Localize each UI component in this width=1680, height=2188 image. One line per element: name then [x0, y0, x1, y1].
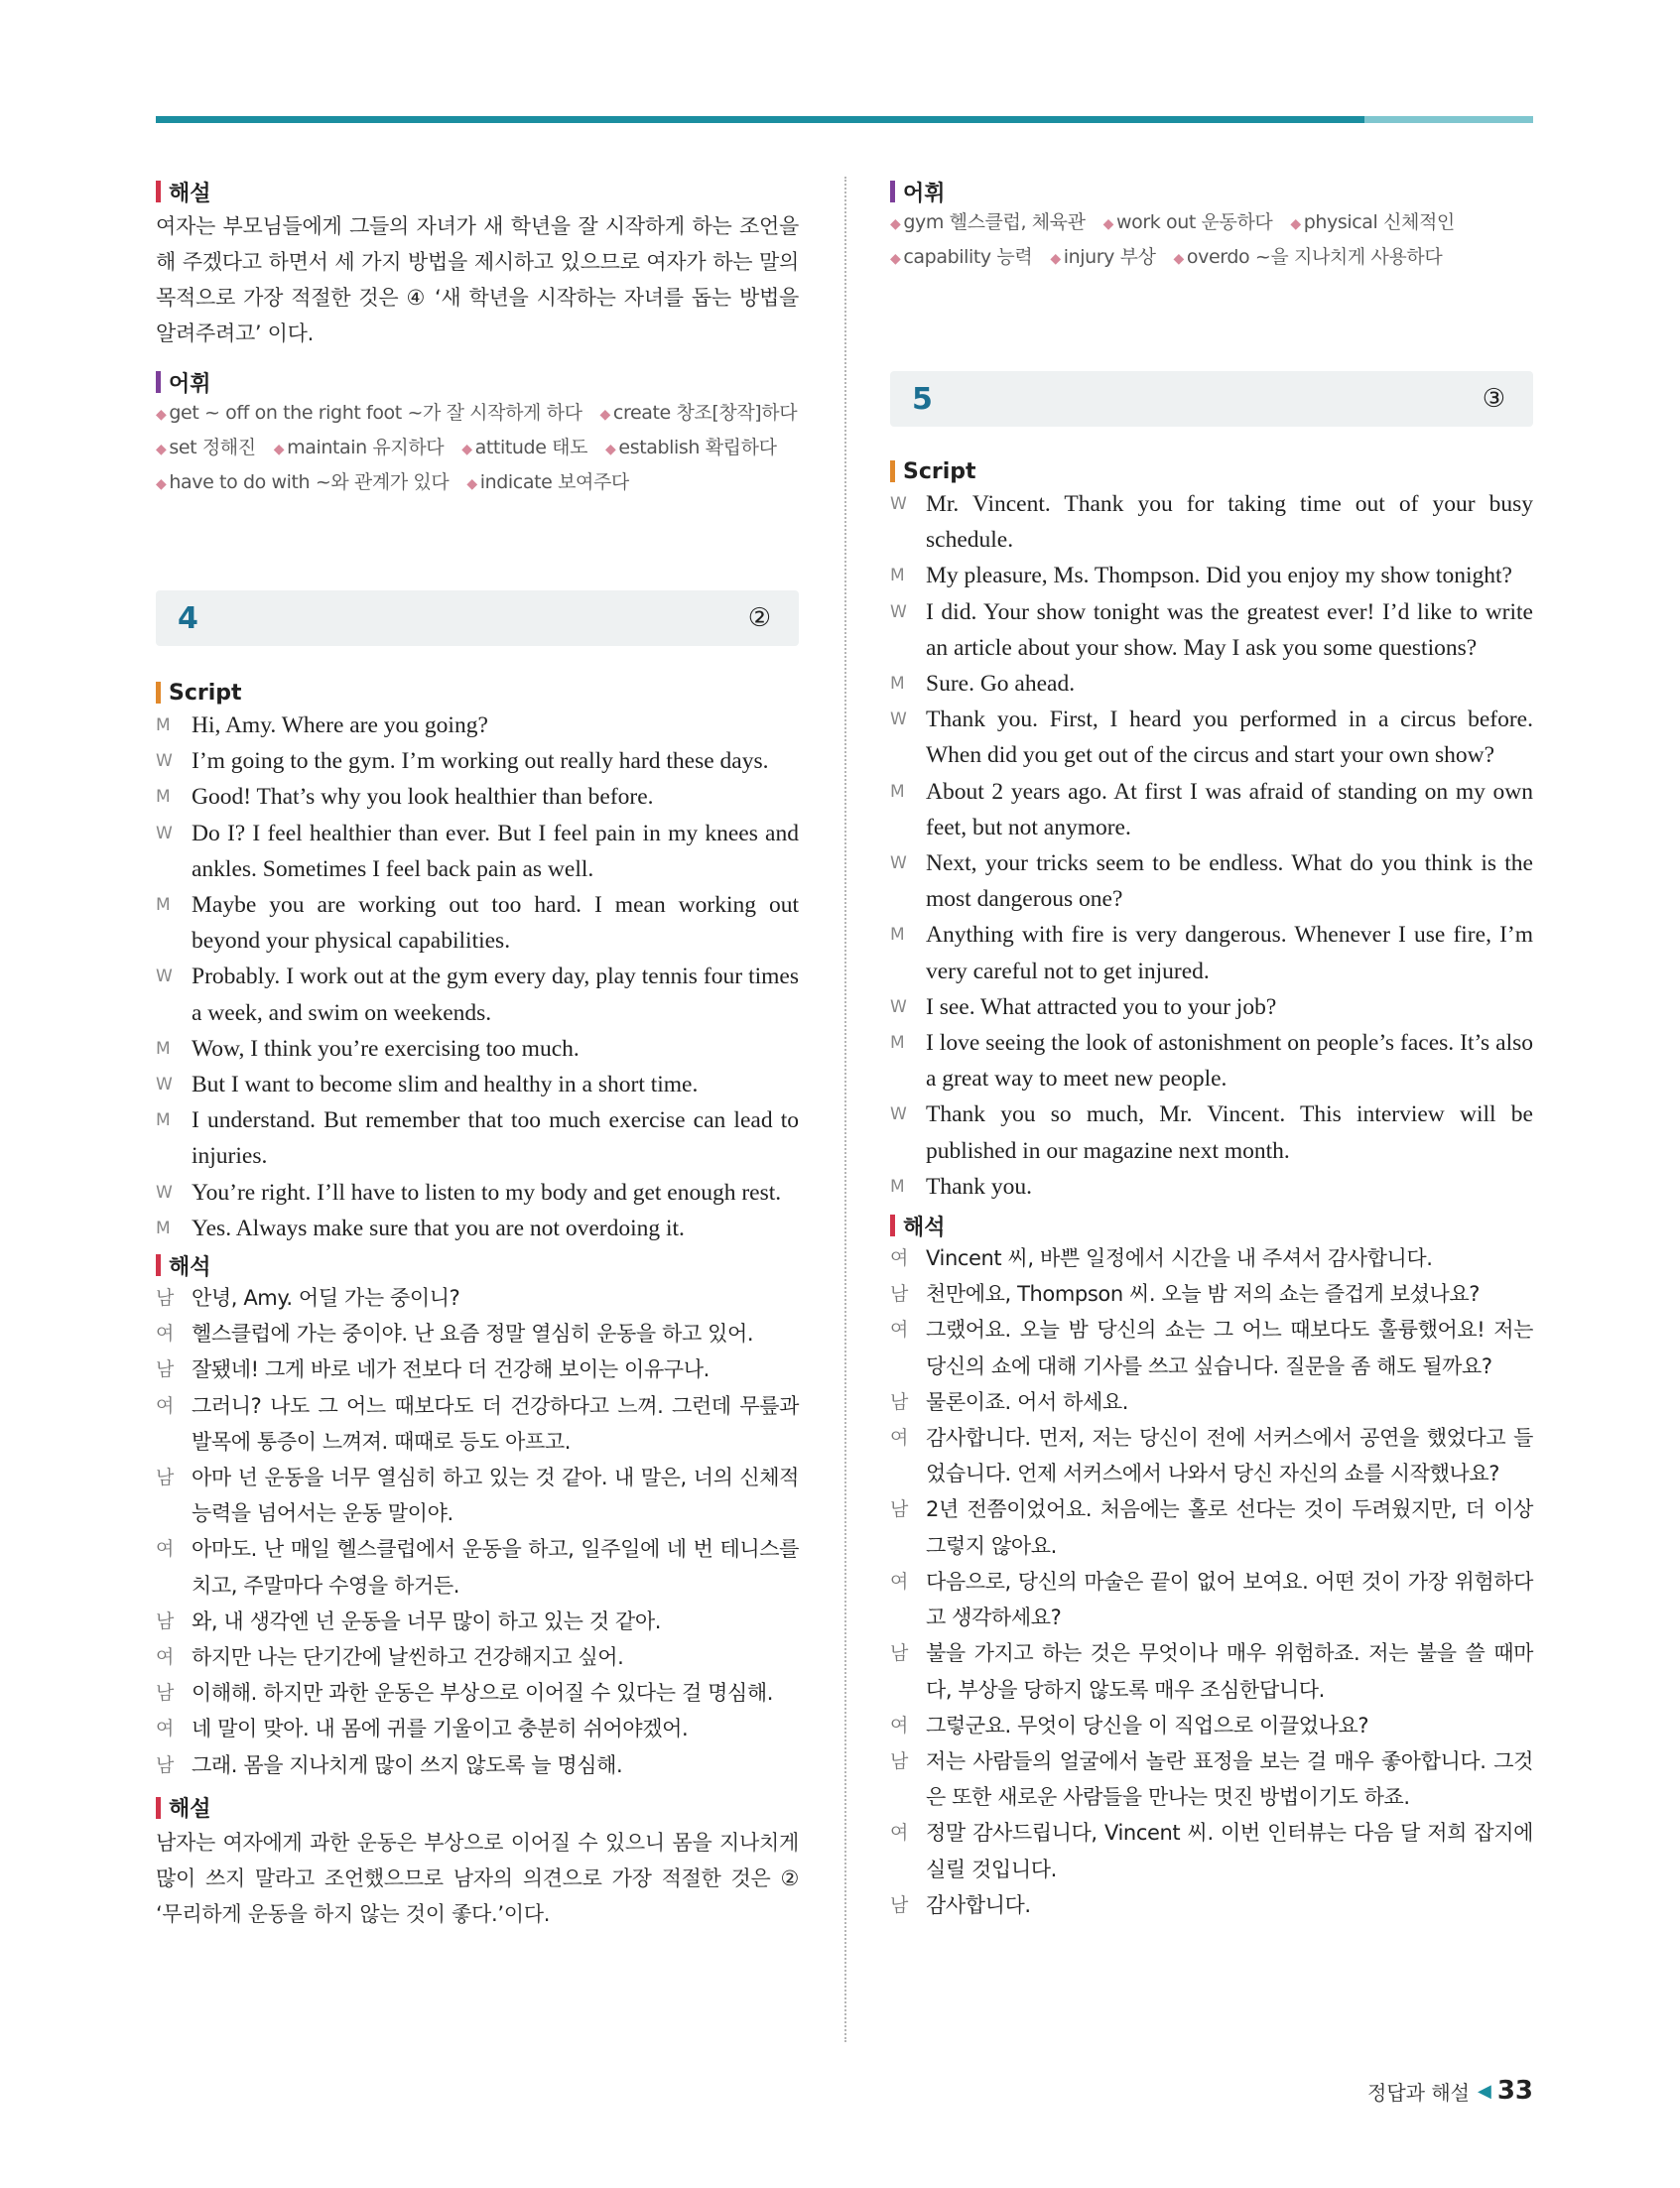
line-text: 이해해. 하지만 과한 운동은 부상으로 이어질 수 있다는 걸 명심해. — [192, 1681, 774, 1706]
line-text: 감사합니다. 먼저, 저는 당신이 전에 서커스에서 공연을 했었다고 들었습니다. 언제 서커스에서 나와서 당신 자신의 쇼를 시작했나요? — [926, 1426, 1533, 1486]
line-text: About 2 years ago. At first I was afraid of standing on my own feet, but not anymore. — [926, 778, 1533, 840]
answer-mark: ② — [747, 603, 771, 633]
translation-line — [156, 1604, 799, 1639]
vocab-row — [156, 397, 799, 432]
vocab-text: set 정해진 — [169, 437, 256, 458]
speaker-label: W — [156, 1075, 173, 1095]
translation-line — [156, 1531, 799, 1603]
script-line — [156, 1175, 799, 1211]
translation-line — [890, 1564, 1533, 1635]
line-text: 헬스클럽에 가는 중이야. 난 요즘 정말 열심히 운동을 하고 있어. — [192, 1322, 754, 1347]
line-text: 그렇군요. 무엇이 당신을 이 직업으로 이끌었나요? — [926, 1713, 1369, 1738]
vocab-text: physical 신체적인 — [1303, 211, 1455, 233]
translation-line — [890, 1312, 1533, 1383]
line-text: 아마 넌 운동을 너무 열심히 하고 있는 것 같아. 내 말은, 너의 신체적 능력을 넘어서는 운동 말이야. — [192, 1466, 799, 1526]
script-heading: Script — [890, 456, 1533, 486]
script-line — [890, 774, 1533, 845]
vocab-text: capability 능력 — [903, 246, 1033, 268]
line-text: Hi, Amy. Where are you going? — [192, 712, 488, 738]
vocab-item — [1103, 211, 1273, 233]
speaker-label: 여 — [156, 1538, 174, 1561]
line-text: I’m going to the gym. I’m working out really hard these days. — [192, 748, 769, 775]
footer-label: 정답과 해설 — [1367, 2080, 1470, 2105]
vocab-text: maintain 유지하다 — [287, 437, 445, 458]
translation-line — [890, 1815, 1533, 1886]
translation-line — [890, 1240, 1533, 1276]
script-line — [890, 917, 1533, 988]
vocab-item — [890, 211, 1086, 233]
question-number: 5 — [912, 381, 933, 417]
script-line — [156, 779, 799, 815]
bullet-icon: ◆ — [605, 442, 616, 457]
left-column — [156, 177, 799, 1932]
vocab-text: create 창조[창작]하다 — [612, 402, 798, 424]
vocab-item — [600, 402, 798, 424]
question-header — [890, 371, 1533, 427]
speaker-label: W — [890, 1104, 907, 1125]
speaker-label: W — [156, 1182, 173, 1203]
line-text: I did. Your show tonight was the greatest ever! I’d like to write an article about your show. May I ask you some questions? — [926, 598, 1533, 661]
vocab-text: establish 확립하다 — [618, 437, 777, 458]
line-text: Sure. Go ahead. — [926, 671, 1076, 698]
line-text: 저는 사람들의 얼굴에서 놀란 표정을 보는 걸 매우 좋아합니다. 그것은 또한 새로운 사람들을 만나는 멋진 방법이기도 하죠. — [926, 1748, 1533, 1810]
script-line — [890, 702, 1533, 773]
speaker-label: M — [156, 895, 171, 916]
vocab-item — [466, 471, 629, 493]
translation-line — [890, 1887, 1533, 1923]
vocab-heading: 어휘 — [890, 177, 1533, 206]
speaker-label: 남 — [890, 1642, 908, 1665]
script-line — [156, 887, 799, 959]
top-rule — [156, 116, 1533, 123]
speaker-label: W — [890, 494, 907, 514]
translation-line — [890, 1491, 1533, 1563]
line-text: 감사합니다. — [926, 1892, 1031, 1917]
line-text: I see. What attracted you to your job? — [926, 993, 1277, 1020]
speaker-label: M — [890, 925, 905, 946]
speaker-label: W — [156, 751, 173, 772]
speaker-label: M — [156, 715, 171, 735]
speaker-label: 남 — [890, 1283, 908, 1306]
vocab-item — [890, 246, 1032, 268]
vocab-item — [156, 437, 256, 458]
vocab-row — [890, 241, 1533, 276]
vocab-row — [890, 206, 1533, 241]
vocab-item — [1290, 211, 1455, 233]
script-line — [890, 845, 1533, 917]
script-list — [890, 486, 1533, 1205]
vocab-item — [156, 471, 449, 493]
line-text: Next, your tricks seem to be endless. What do you think is the most dangerous one? — [926, 850, 1533, 913]
speaker-label: 남 — [156, 1358, 174, 1381]
line-text: 안녕, Amy. 어딜 가는 중이니? — [192, 1286, 460, 1311]
vocab-heading: 어휘 — [156, 367, 799, 397]
translation-line — [156, 1280, 799, 1316]
vocab-text: attitude 태도 — [474, 437, 588, 458]
speaker-label: M — [890, 674, 905, 695]
line-text: 천만에요, Thompson 씨. 오늘 밤 저의 쇼는 즐겁게 보셨나요? — [926, 1282, 1481, 1307]
script-line — [890, 486, 1533, 558]
speaker-label: 여 — [890, 1247, 908, 1270]
script-line — [156, 743, 799, 779]
bullet-icon: ◆ — [1173, 251, 1184, 267]
line-text: 불을 가지고 하는 것은 무엇이나 매우 위험하죠. 저는 불을 쓸 때마다, 부상을 당하지 않도록 매우 조심한답니다. — [926, 1641, 1533, 1702]
script-heading: Script — [156, 678, 799, 708]
speaker-label: W — [156, 823, 173, 843]
top-rule-accent — [1364, 116, 1533, 123]
line-text: You’re right. I’ll have to listen to my body and get enough rest. — [192, 1179, 782, 1206]
speaker-label: 남 — [156, 1467, 174, 1489]
explain-heading: 해설 — [156, 1793, 799, 1823]
bullet-icon: ◆ — [156, 407, 167, 423]
line-text: 잘됐네! 그게 바로 네가 전보다 더 건강해 보이는 이유구나. — [192, 1357, 710, 1382]
speaker-label: 남 — [156, 1287, 174, 1310]
vocab-text: have to do with ~와 관계가 있다 — [169, 471, 450, 493]
script-line — [156, 1067, 799, 1102]
speaker-label: M — [156, 1038, 171, 1059]
line-text: 정말 감사드립니다, Vincent 씨. 이번 인터뷰는 다음 달 저희 잡지에 실릴 것입니다. — [926, 1821, 1533, 1881]
script-line — [156, 1102, 799, 1174]
speaker-label: 여 — [890, 1570, 908, 1593]
speaker-label: M — [890, 781, 905, 802]
vocab-text: work out 운동하다 — [1115, 211, 1273, 233]
line-text: 다음으로, 당신의 마술은 끝이 없어 보여요. 어떤 것이 가장 위험하다고 생각하세요? — [926, 1569, 1533, 1630]
line-text: I love seeing the look of astonishment on people’s faces. It’s also a great way to meet new people. — [926, 1030, 1533, 1093]
script-line — [890, 1025, 1533, 1096]
line-text: 물론이죠. 어서 하세요. — [926, 1389, 1129, 1414]
explain-heading: 해설 — [156, 177, 799, 206]
line-text: 와, 내 생각엔 넌 운동을 너무 많이 하고 있는 것 같아. — [192, 1609, 662, 1633]
speaker-label: W — [890, 996, 907, 1017]
translation-line — [156, 1316, 799, 1351]
script-line — [890, 989, 1533, 1025]
line-text: 아마도. 난 매일 헬스클럽에서 운동을 하고, 일주일에 네 번 테니스를 치고, 주말마다 수영을 하거든. — [192, 1537, 799, 1598]
bullet-icon: ◆ — [466, 476, 477, 492]
speaker-label: W — [156, 966, 173, 987]
script-line — [156, 816, 799, 887]
speaker-label: M — [156, 787, 171, 808]
speaker-label: M — [890, 1033, 905, 1054]
speaker-label: 여 — [156, 1394, 174, 1417]
script-line — [890, 594, 1533, 666]
script-line — [156, 959, 799, 1030]
translation-line — [890, 1420, 1533, 1491]
line-text: I understand. But remember that too much exercise can lead to injuries. — [192, 1107, 799, 1170]
script-line — [156, 1031, 799, 1067]
line-text: Wow, I think you’re exercising too much. — [192, 1035, 580, 1062]
script-list — [156, 708, 799, 1246]
translation-heading: 해석 — [156, 1250, 799, 1280]
bullet-icon: ◆ — [1050, 251, 1061, 267]
speaker-label: W — [890, 853, 907, 874]
speaker-label: M — [156, 1110, 171, 1131]
vocab-text: injury 부상 — [1063, 246, 1156, 268]
speaker-label: 남 — [156, 1609, 174, 1632]
bullet-icon: ◆ — [890, 216, 901, 232]
speaker-label: 남 — [890, 1390, 908, 1413]
line-text: 그랬어요. 오늘 밤 당신의 쇼는 그 어느 때보다도 훌륭했어요! 저는 당신의 쇼에 대해 기사를 쓰고 싶습니다. 질문을 좀 해도 될까요? — [926, 1318, 1533, 1378]
script-line — [890, 666, 1533, 702]
column-divider — [844, 177, 846, 2042]
page-number: 33 — [1496, 2076, 1533, 2106]
page-footer — [1367, 2076, 1533, 2106]
line-text: But I want to become slim and healthy in a short time. — [192, 1072, 699, 1098]
line-text: 그러니? 나도 그 어느 때보다도 더 건강하다고 느껴. 그런데 무릎과 발목에 통증이 느껴져. 때때로 등도 아프고. — [192, 1393, 799, 1454]
translation-list — [890, 1240, 1533, 1923]
vocab-item — [461, 437, 587, 458]
line-text: Anything with fire is very dangerous. Whenever I use fire, I’m very careful not to get injured. — [926, 922, 1533, 984]
right-column — [890, 177, 1533, 1923]
bullet-icon: ◆ — [1290, 216, 1301, 232]
vocab-text: indicate 보여주다 — [479, 471, 629, 493]
translation-line — [156, 1747, 799, 1783]
speaker-label: 여 — [156, 1646, 174, 1669]
vocab-item — [605, 437, 776, 458]
translation-line — [156, 1460, 799, 1531]
explain-text: 남자는 여자에게 과한 운동은 부상으로 이어질 수 있으니 몸을 지나치게 많이 쓰지 말라고 조언했으므로 남자의 의견으로 가장 적절한 것은 ② ‘무리하게 운동을 하지 않는 것이 좋다.’이다. — [156, 1830, 799, 1926]
translation-line — [156, 1711, 799, 1746]
line-text: Maybe you are working out too hard. I mean working out beyond your physical capabilities. — [192, 892, 799, 955]
question-number: 4 — [178, 600, 198, 636]
translation-line — [156, 1675, 799, 1711]
bullet-icon: ◆ — [890, 251, 901, 267]
vocab-row — [156, 432, 799, 466]
vocab-text: overdo ~을 지나치게 사용하다 — [1186, 246, 1443, 268]
bullet-icon: ◆ — [599, 407, 610, 423]
script-line — [156, 1211, 799, 1246]
bullet-icon: ◆ — [156, 442, 167, 457]
vocab-item — [1174, 246, 1443, 268]
arrow-left-icon: ◀ — [1477, 2080, 1491, 2102]
speaker-label: 여 — [156, 1718, 174, 1740]
script-line — [890, 1169, 1533, 1205]
answer-mark: ③ — [1482, 384, 1505, 414]
translation-list — [156, 1280, 799, 1783]
translation-line — [890, 1708, 1533, 1743]
vocab-item — [1050, 246, 1155, 268]
line-text: Vincent 씨, 바쁜 일정에서 시간을 내 주셔서 감사합니다. — [926, 1246, 1433, 1271]
bullet-icon: ◆ — [1102, 216, 1113, 232]
translation-line — [890, 1276, 1533, 1312]
line-text: Probably. I work out at the gym every day, play tennis four times a week, and swim on weekends. — [192, 964, 799, 1026]
vocab-item — [274, 437, 445, 458]
line-text: Thank you. First, I heard you performed in a circus before. When did you get out of the circus and start your own show? — [926, 707, 1533, 769]
line-text: 네 말이 맞아. 내 몸에 귀를 기울이고 충분히 쉬어야겠어. — [192, 1717, 689, 1741]
speaker-label: M — [156, 1218, 171, 1238]
speaker-label: 여 — [156, 1323, 174, 1346]
vocab-text: get ~ off on the right foot ~가 잘 시작하게 하다 — [169, 402, 582, 424]
translation-line — [890, 1384, 1533, 1420]
bullet-icon: ◆ — [273, 442, 285, 457]
vocab-text: gym 헬스클럽, 체육관 — [903, 211, 1086, 233]
line-text: Yes. Always make sure that you are not overdoing it. — [192, 1215, 685, 1241]
translation-line — [156, 1388, 799, 1460]
translation-line — [156, 1351, 799, 1387]
vocab-list — [890, 206, 1533, 276]
script-line — [890, 1096, 1533, 1168]
line-text: Thank you so much, Mr. Vincent. This interview will be published in our magazine next month. — [926, 1101, 1533, 1164]
line-text: Do I? I feel healthier than ever. But I feel pain in my knees and ankles. Sometimes I feel back pain as well. — [192, 820, 799, 882]
line-text: Thank you. — [926, 1173, 1033, 1200]
line-text: Good! That’s why you look healthier than before. — [192, 784, 654, 811]
speaker-label: 남 — [890, 1893, 908, 1916]
speaker-label: 남 — [890, 1498, 908, 1521]
translation-line — [890, 1743, 1533, 1815]
line-text: Mr. Vincent. Thank you for taking time out of your busy schedule. — [926, 491, 1533, 554]
speaker-label: 남 — [156, 1682, 174, 1705]
speaker-label: M — [890, 1176, 905, 1197]
script-line — [156, 708, 799, 743]
line-text: My pleasure, Ms. Thompson. Did you enjoy my show tonight? — [926, 563, 1512, 589]
vocab-list — [156, 397, 799, 501]
vocab-item — [156, 402, 582, 424]
speaker-label: 여 — [890, 1822, 908, 1845]
explain-text: 여자는 부모님들에게 그들의 자녀가 새 학년을 잘 시작하게 하는 조언을 해 주겠다고 하면서 세 가지 방법을 제시하고 있으므로 여자가 하는 말의 목적으로 가장 적절한 것은 ④ ‘새 학년을 시작하는 자녀를 돕는 방법을 알려주려고’ 이다. — [156, 214, 799, 345]
translation-line — [890, 1635, 1533, 1707]
speaker-label: 여 — [890, 1427, 908, 1450]
speaker-label: 여 — [890, 1714, 908, 1737]
speaker-label: 남 — [156, 1753, 174, 1776]
line-text: 2년 전쯤이었어요. 처음에는 홀로 선다는 것이 두려웠지만, 더 이상 그렇지 않아요. — [926, 1497, 1533, 1558]
translation-heading: 해석 — [890, 1211, 1533, 1240]
speaker-label: W — [890, 601, 907, 622]
question-header — [156, 590, 799, 646]
speaker-label: M — [890, 566, 905, 586]
vocab-row — [156, 466, 799, 501]
speaker-label: 여 — [890, 1319, 908, 1342]
line-text: 하지만 나는 단기간에 날씬하고 건강해지고 싶어. — [192, 1645, 624, 1670]
speaker-label: W — [890, 709, 907, 730]
line-text: 그래. 몸을 지나치게 많이 쓰지 않도록 늘 명심해. — [192, 1752, 623, 1777]
script-line — [890, 558, 1533, 593]
translation-line — [156, 1639, 799, 1675]
speaker-label: 남 — [890, 1749, 908, 1772]
bullet-icon: ◆ — [156, 476, 167, 492]
bullet-icon: ◆ — [461, 442, 472, 457]
